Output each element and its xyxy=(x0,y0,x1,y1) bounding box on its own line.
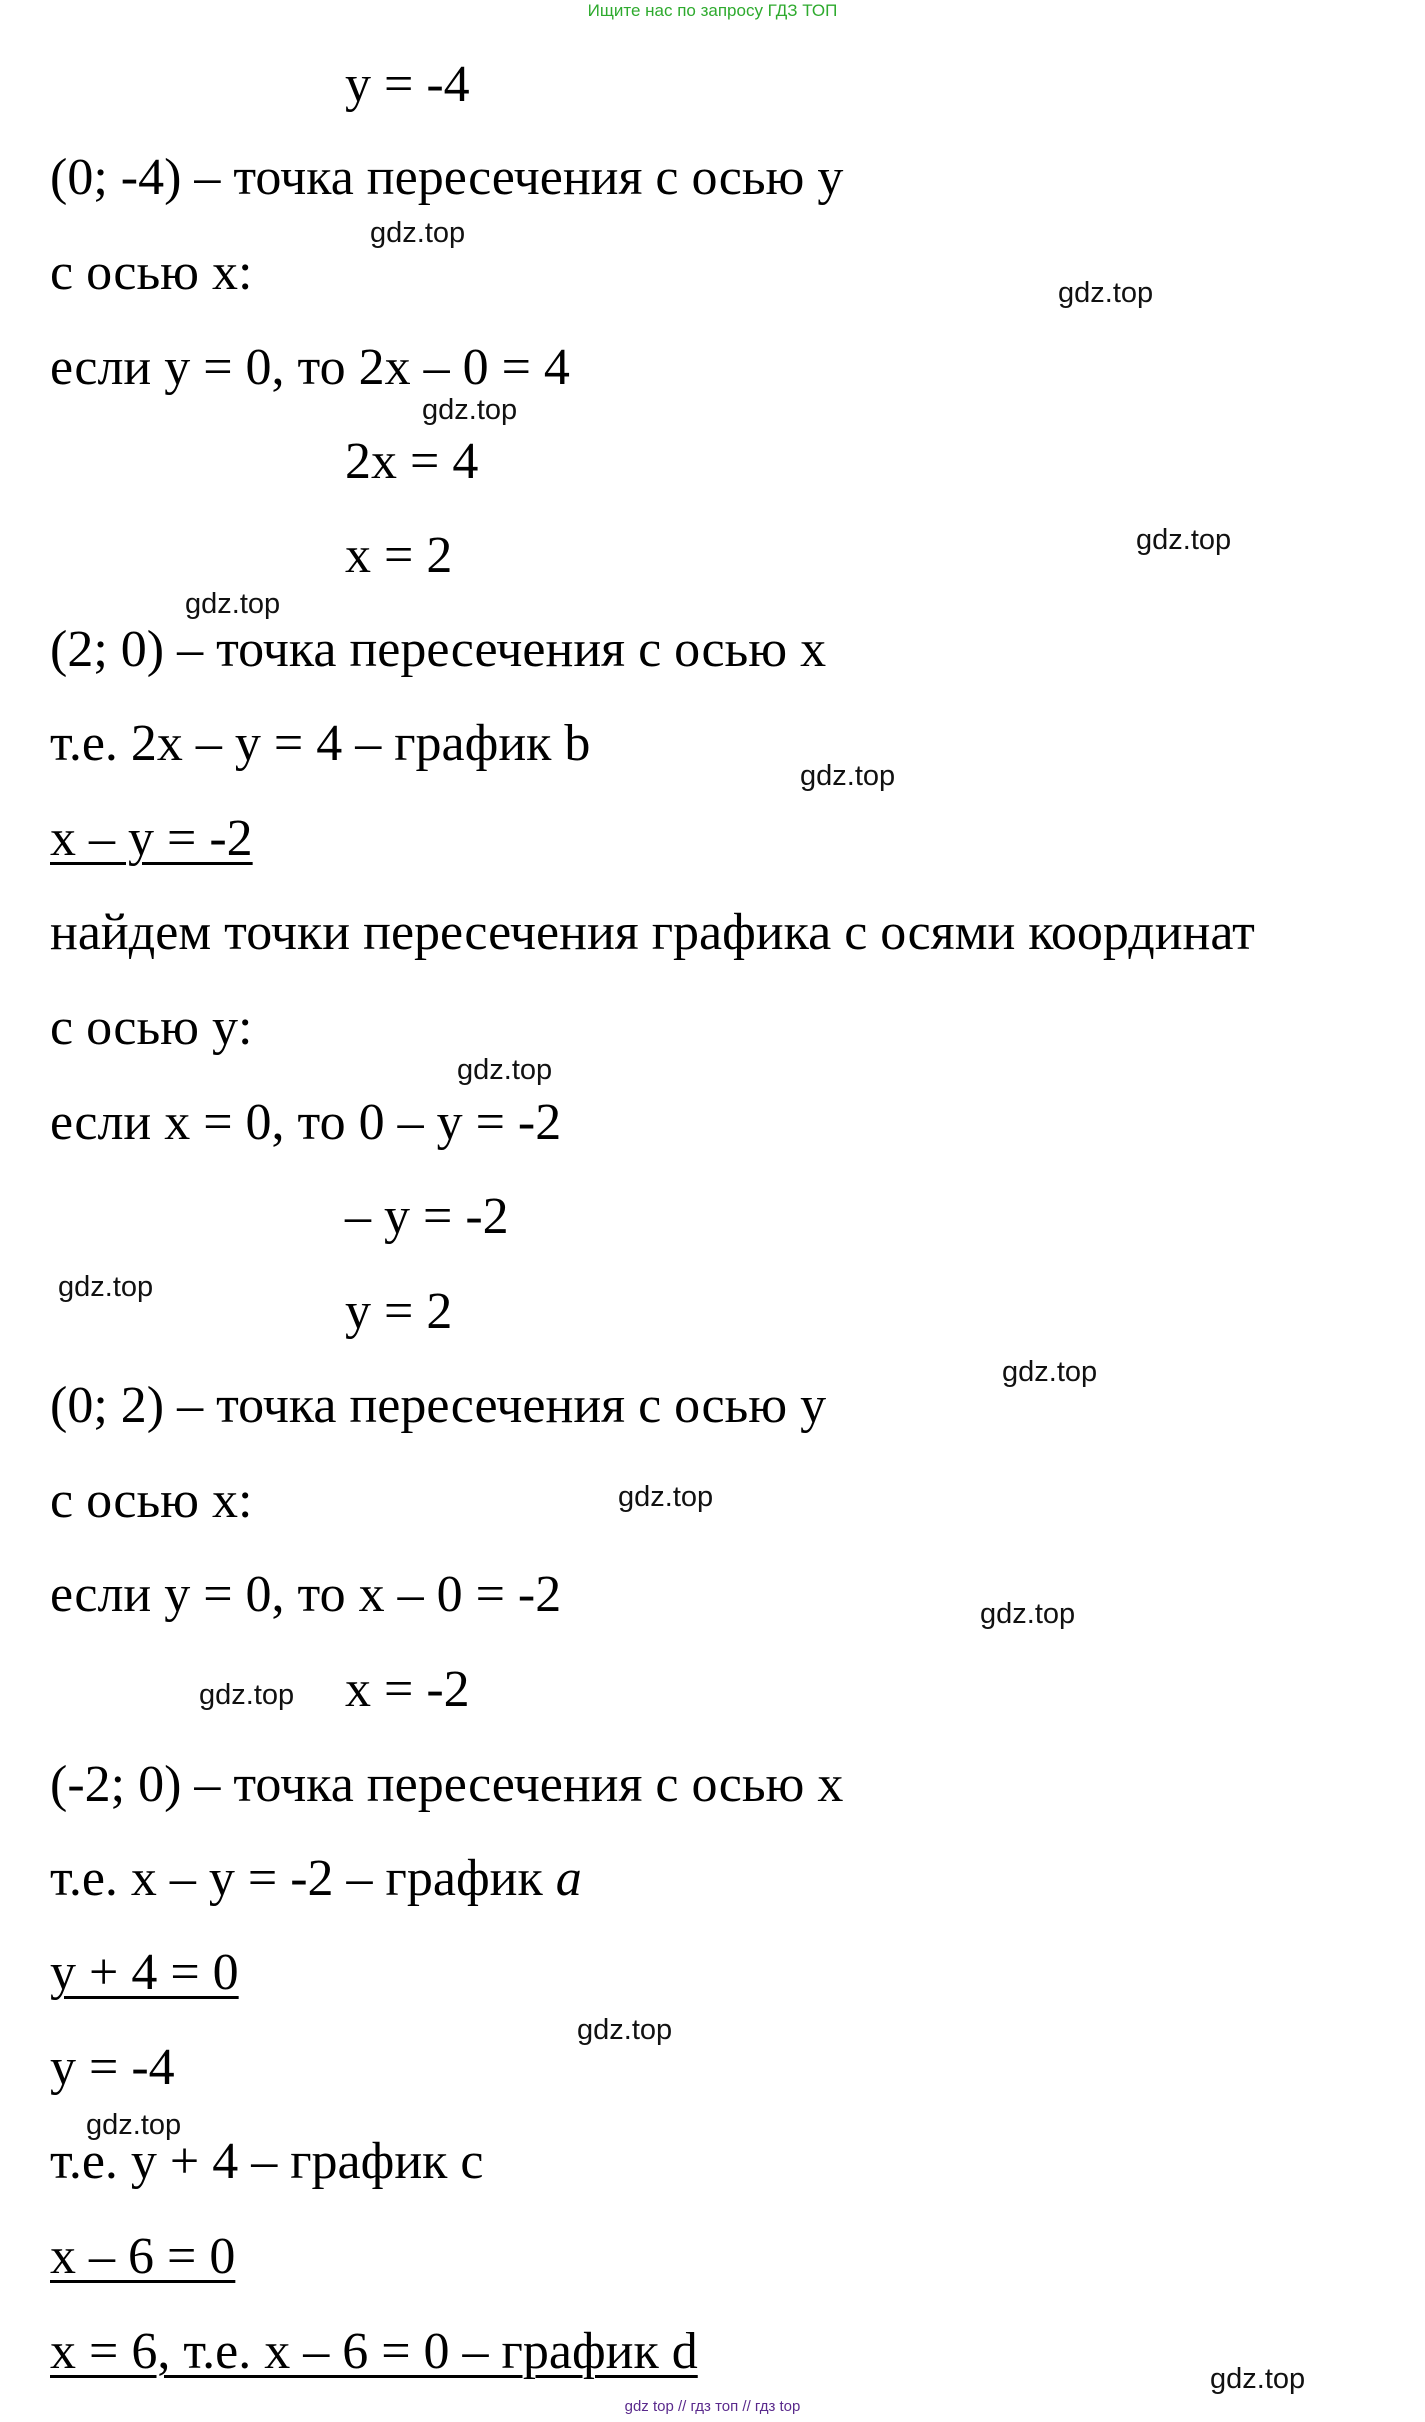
line-y-eq-neg4: y = -4 xyxy=(345,56,470,113)
watermark: gdz.top xyxy=(185,588,281,620)
line-if-x-0: если x = 0, то 0 – y = -2 xyxy=(50,1094,562,1151)
watermark: gdz.top xyxy=(457,1054,553,1086)
watermark: gdz.top xyxy=(370,217,466,249)
watermark: gdz.top xyxy=(577,2014,673,2046)
line-graph-c: т.е. y + 4 – график с xyxy=(50,2133,484,2190)
line-point-0-2: (0; 2) – точка пересечения с осью y xyxy=(50,1377,827,1434)
watermark: gdz.top xyxy=(1002,1356,1098,1388)
line-point-0-neg4: (0; -4) – точка пересечения с осью y xyxy=(50,149,844,206)
watermark: gdz.top xyxy=(422,394,518,426)
header-banner[interactable]: Ищите нас по запросу ГДЗ ТОП xyxy=(587,1,838,20)
line-graph-b: т.е. 2x – y = 4 – график b xyxy=(50,715,591,772)
line-x-axis-label-2: с осью x: xyxy=(50,1472,253,1529)
watermark: gdz.top xyxy=(618,1481,714,1513)
line-point-neg2-0: (-2; 0) – точка пересечения с осью x xyxy=(50,1756,844,1813)
watermark: gdz.top xyxy=(199,1679,295,1711)
watermark: gdz.top xyxy=(58,1271,154,1303)
footer-links[interactable]: gdz top // гдз топ // гдз top xyxy=(624,2398,801,2415)
line-eq-x-minus-y: x – y = -2 xyxy=(50,810,253,867)
line-eq-x-minus-6: x – 6 = 0 xyxy=(50,2228,236,2285)
watermark: gdz.top xyxy=(1210,2363,1306,2395)
line-find-intersections: найдем точки пересечения графика с осями координат xyxy=(50,904,1255,961)
line-x-eq-2: x = 2 xyxy=(345,527,453,584)
line-y-eq-neg4-2: y = -4 xyxy=(50,2039,175,2096)
watermark: gdz.top xyxy=(980,1598,1076,1630)
line-graph-a xyxy=(50,1849,582,1909)
line-x-axis-label: с осью x: xyxy=(50,244,253,301)
line-y-eq-2: y = 2 xyxy=(345,1283,453,1340)
watermark: gdz.top xyxy=(1058,277,1154,309)
line-graph-d: x = 6, т.е. x – 6 = 0 – график d xyxy=(50,2323,698,2380)
line-y-axis-label: с осью y: xyxy=(50,999,253,1056)
line-minus-y: – y = -2 xyxy=(345,1188,509,1245)
line-if-y-0-2: если y = 0, то x – 0 = -2 xyxy=(50,1566,562,1623)
line-if-y-0: если y = 0, то 2x – 0 = 4 xyxy=(50,339,570,396)
watermark: gdz.top xyxy=(1136,524,1232,556)
line-point-2-0: (2; 0) – точка пересечения с осью x xyxy=(50,621,827,678)
line-x-eq-neg2: x = -2 xyxy=(345,1661,470,1718)
watermark: gdz.top xyxy=(800,760,896,792)
graph-a-text: т.е. x – y = -2 – график xyxy=(50,1850,556,1907)
graph-a-letter: a xyxy=(555,1850,582,1907)
line-2x-eq-4: 2x = 4 xyxy=(345,433,479,490)
line-eq-y-plus-4: y + 4 = 0 xyxy=(50,1944,239,2001)
watermark: gdz.top xyxy=(86,2109,182,2141)
